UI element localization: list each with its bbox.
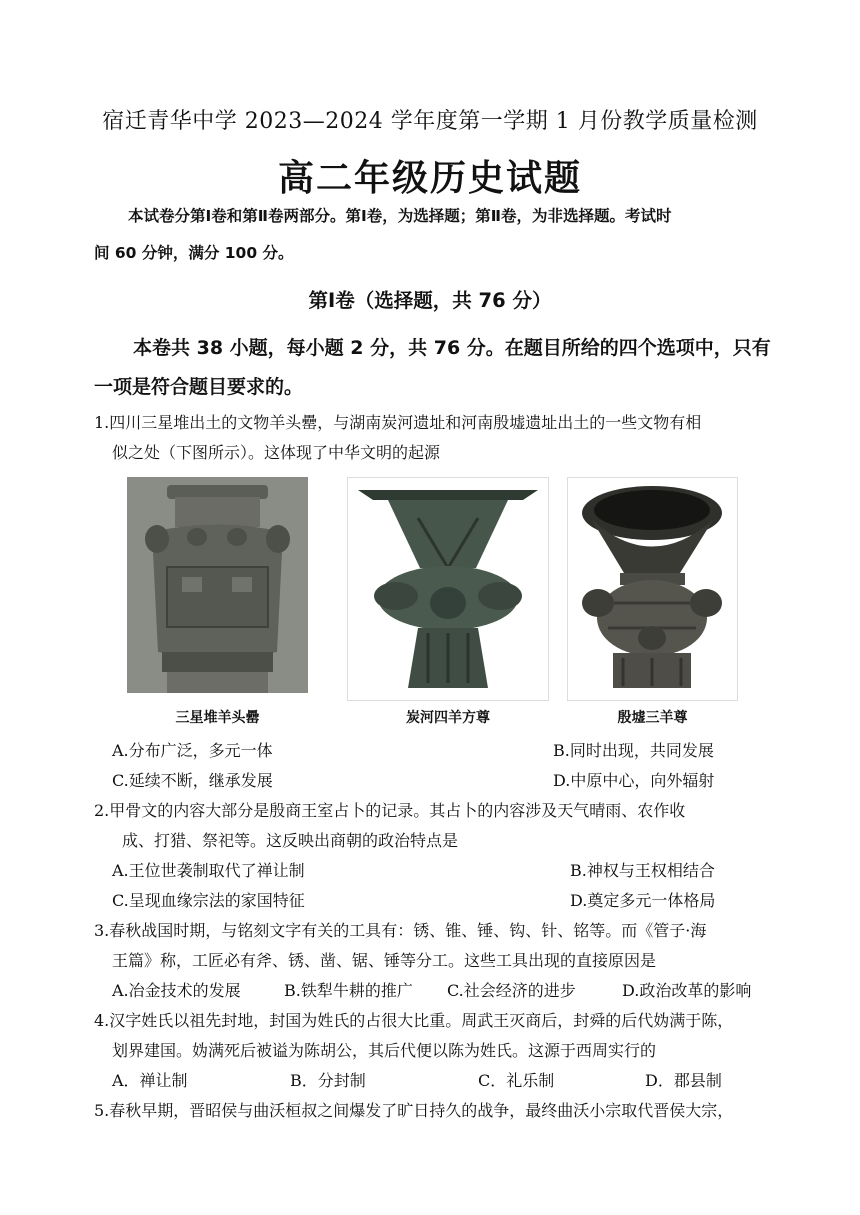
question-3-option-b: B.铁犁牛耕的推广 <box>284 981 413 1000</box>
question-2-option-a: A.王位世袭制取代了禅让制 <box>112 861 305 880</box>
question-3-stem-line-2: 王篇》称，工匠必有斧、锈、凿、锯、锤等分工。这些工具出现的直接原因是 <box>112 951 657 970</box>
question-1-option-b: B.同时出现，共同发展 <box>553 741 714 760</box>
question-3-option-a: A.冶金技术的发展 <box>112 981 241 1000</box>
intro-line-2: 间 60 分钟，满分 100 分。 <box>94 244 294 262</box>
exam-title: 高二年级历史试题 <box>277 158 582 199</box>
bronze-lei-photo <box>127 477 308 693</box>
intro-line-1: 本试卷分第Ⅰ卷和第Ⅱ卷两部分。第Ⅰ卷，为选择题；第Ⅱ卷，为非选择题。考试时 <box>128 207 672 225</box>
question-1-option-a: A.分布广泛，多元一体 <box>112 741 273 760</box>
question-2-option-c: C.呈现血缘宗法的家国特征 <box>112 891 305 910</box>
section-title: 第Ⅰ卷（选择题，共 76 分） <box>308 289 552 312</box>
question-4-option-c: C．礼乐制 <box>478 1071 555 1090</box>
question-2-option-d: D.奠定多元一体格局 <box>570 891 716 910</box>
question-2-stem-line-1: 2.甲骨文的内容大部分是殷商王室占卜的记录。其占卜的内容涉及天气晴雨、农作收 <box>94 801 686 820</box>
question-4-stem-line-2: 划界建国。妫满死后被谥为陈胡公，其后代便以陈为姓氏。这源于西周实行的 <box>112 1041 657 1060</box>
figure-caption-3: 殷墟三羊尊 <box>617 710 688 726</box>
question-4-option-a: A．禅让制 <box>112 1071 188 1090</box>
question-4-stem-line-1: 4.汉字姓氏以祖先封地，封国为姓氏的占很大比重。周武王灭商后，封舜的后代妫满于陈， <box>94 1011 734 1030</box>
question-1-stem-line-1: 1.四川三星堆出土的文物羊头罍，与湖南炭河遗址和河南殷墟遗址出土的一些文物有相 <box>94 413 702 432</box>
three-ram-zun-photo <box>567 477 738 701</box>
four-ram-square-zun-photo <box>347 477 549 701</box>
question-3-option-d: D.政治改革的影响 <box>622 981 752 1000</box>
question-1-option-c: C.延续不断，继承发展 <box>112 771 273 790</box>
school-exam-header: 宿迁青华中学 2023—2024 学年度第一学期 1 月份教学质量检测 <box>102 109 758 134</box>
question-2-stem-line-2: 成、打猎、祭祀等。这反映出商朝的政治特点是 <box>122 831 459 850</box>
section-instructions-line-2: 一项是符合题目要求的。 <box>94 376 304 398</box>
figure-caption-1: 三星堆羊头罍 <box>175 710 260 726</box>
question-3-option-c: C.社会经济的进步 <box>447 981 576 1000</box>
question-5-stem-line-1: 5.春秋早期，晋昭侯与曲沃桓叔之间爆发了旷日持久的战争，最终曲沃小宗取代晋侯大宗， <box>94 1101 734 1120</box>
question-4-option-d: D．郡县制 <box>645 1071 722 1090</box>
question-2-option-b: B.神权与王权相结合 <box>570 861 715 880</box>
question-4-option-b: B．分封制 <box>290 1071 366 1090</box>
question-1-stem-line-2: 似之处（下图所示）。这体现了中华文明的起源 <box>112 443 441 462</box>
section-instructions-line-1: 本卷共 38 小题，每小题 2 分，共 76 分。在题目所给的四个选项中，只有 <box>133 337 771 359</box>
question-1-option-d: D.中原中心，向外辐射 <box>553 771 715 790</box>
figure-caption-2: 炭河四羊方尊 <box>406 710 490 726</box>
question-3-stem-line-1: 3.春秋战国时期，与铭刻文字有关的工具有：锈、锥、锤、钩、针、铭等。而《管子·海 <box>94 921 707 940</box>
